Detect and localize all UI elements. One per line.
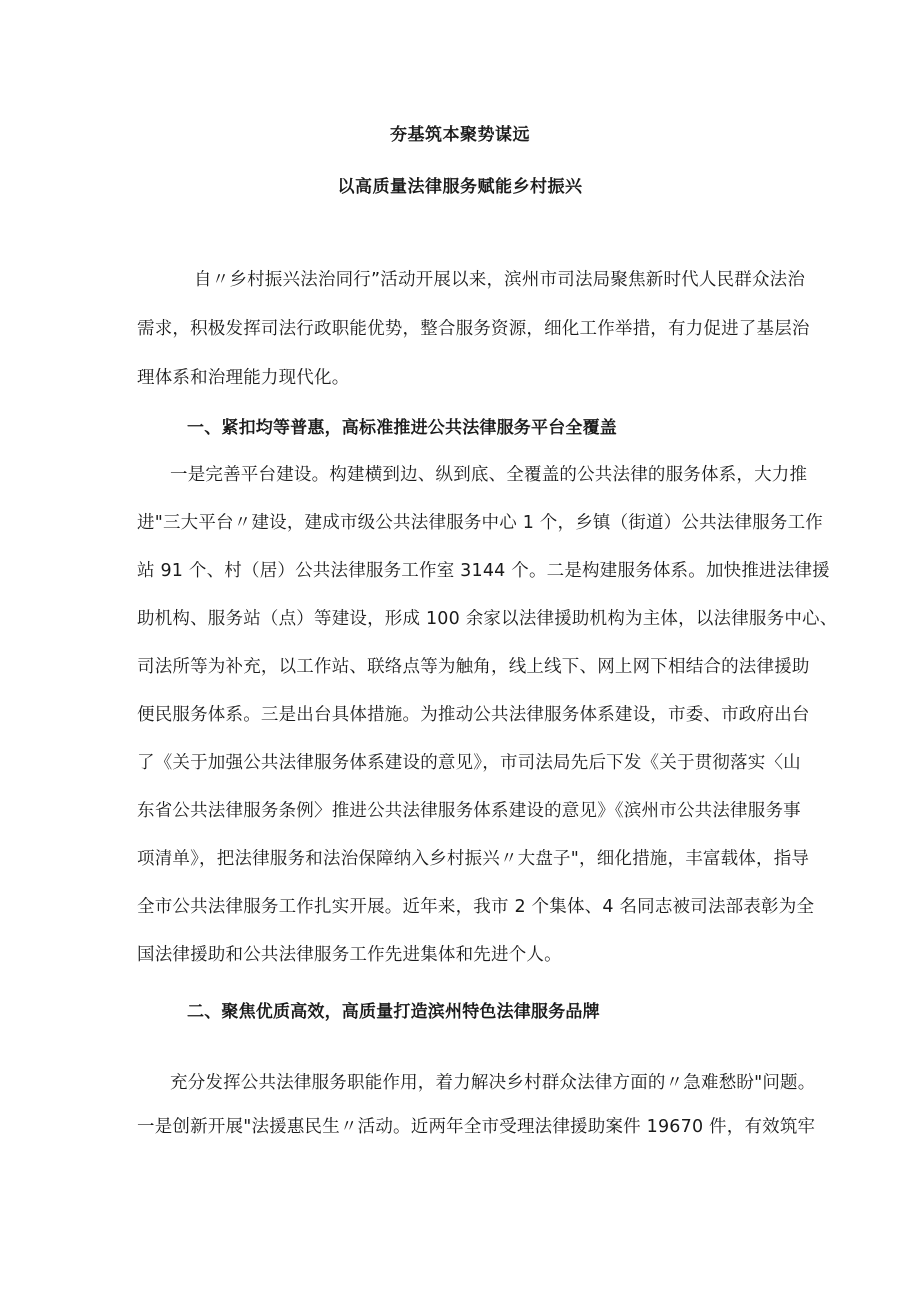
section2-line: 充分发挥公共法律服务职能作用，着力解决乡村群众法律方面的〃急难愁盼"问题。 xyxy=(170,1073,816,1093)
section1-line: 一是完善平台建设。构建横到边、纵到底、全覆盖的公共法律的服务体系，大力推 xyxy=(170,465,808,485)
intro-line: 需求，积极发挥司法行政职能优势，整合服务资源，细化工作举措，有力促进了基层治 xyxy=(137,319,810,339)
intro-line: 自〃乡村振兴法治同行”活动开展以来，滨州市司法局聚焦新时代人民群众法治 xyxy=(194,270,806,290)
section1-line: 司法所等为补充，以工作站、联络点等为触角，线上线下、网上网下相结合的法律援助 xyxy=(137,657,810,677)
section1-line: 进"三大平台〃建设，建成市级公共法律服务中心 1 个，乡镇（街道）公共法律服务工作 xyxy=(137,513,824,533)
section2-line: 一是创新开展"法援惠民生〃活动。近两年全市受理法律援助案件 19670 件，有效筑牢 xyxy=(137,1117,816,1137)
section1-line: 便民服务体系。三是出台具体措施。为推动公共法律服务体系建设，市委、市政府出台 xyxy=(137,705,810,725)
intro-line: 理体系和治理能力现代化。 xyxy=(137,368,350,388)
title-line-1: 夯基筑本聚势谋远 xyxy=(390,125,530,145)
section1-line: 了《关于加强公共法律服务体系建设的意见》，市司法局先后下发《关于贯彻落实〈山 xyxy=(137,753,801,773)
section1-line: 项清单》，把法律服务和法治保障纳入乡村振兴〃大盘子"，细化措施，丰富载体，指导 xyxy=(137,849,810,869)
section1-line: 站 91 个、村（居）公共法律服务工作室 3144 个。二是构建服务体系。加快推进法律援 xyxy=(137,561,830,581)
section2-heading: 二、聚焦优质高效，高质量打造滨州特色法律服务品牌 xyxy=(187,1002,600,1022)
section1-line: 助机构、服务站（点）等建设，形成 100 余家以法律援助机构为主体，以法律服务中心、 xyxy=(137,609,838,629)
section1-line: 国法律援助和公共法律服务工作先进集体和先进个人。 xyxy=(137,945,562,965)
section1-line: 东省公共法律服务条例〉推进公共法律服务体系建设的意见》《滨州市公共法律服务事 xyxy=(137,801,801,821)
section1-heading: 一、紧扣均等普惠，高标准推进公共法律服务平台全覆盖 xyxy=(187,418,617,438)
title-line-2: 以高质量法律服务赋能乡村振兴 xyxy=(337,177,583,197)
section1-line: 全市公共法律服务工作扎实开展。近年来，我市 2 个集体、4 名同志被司法部表彰为全 xyxy=(137,897,815,917)
